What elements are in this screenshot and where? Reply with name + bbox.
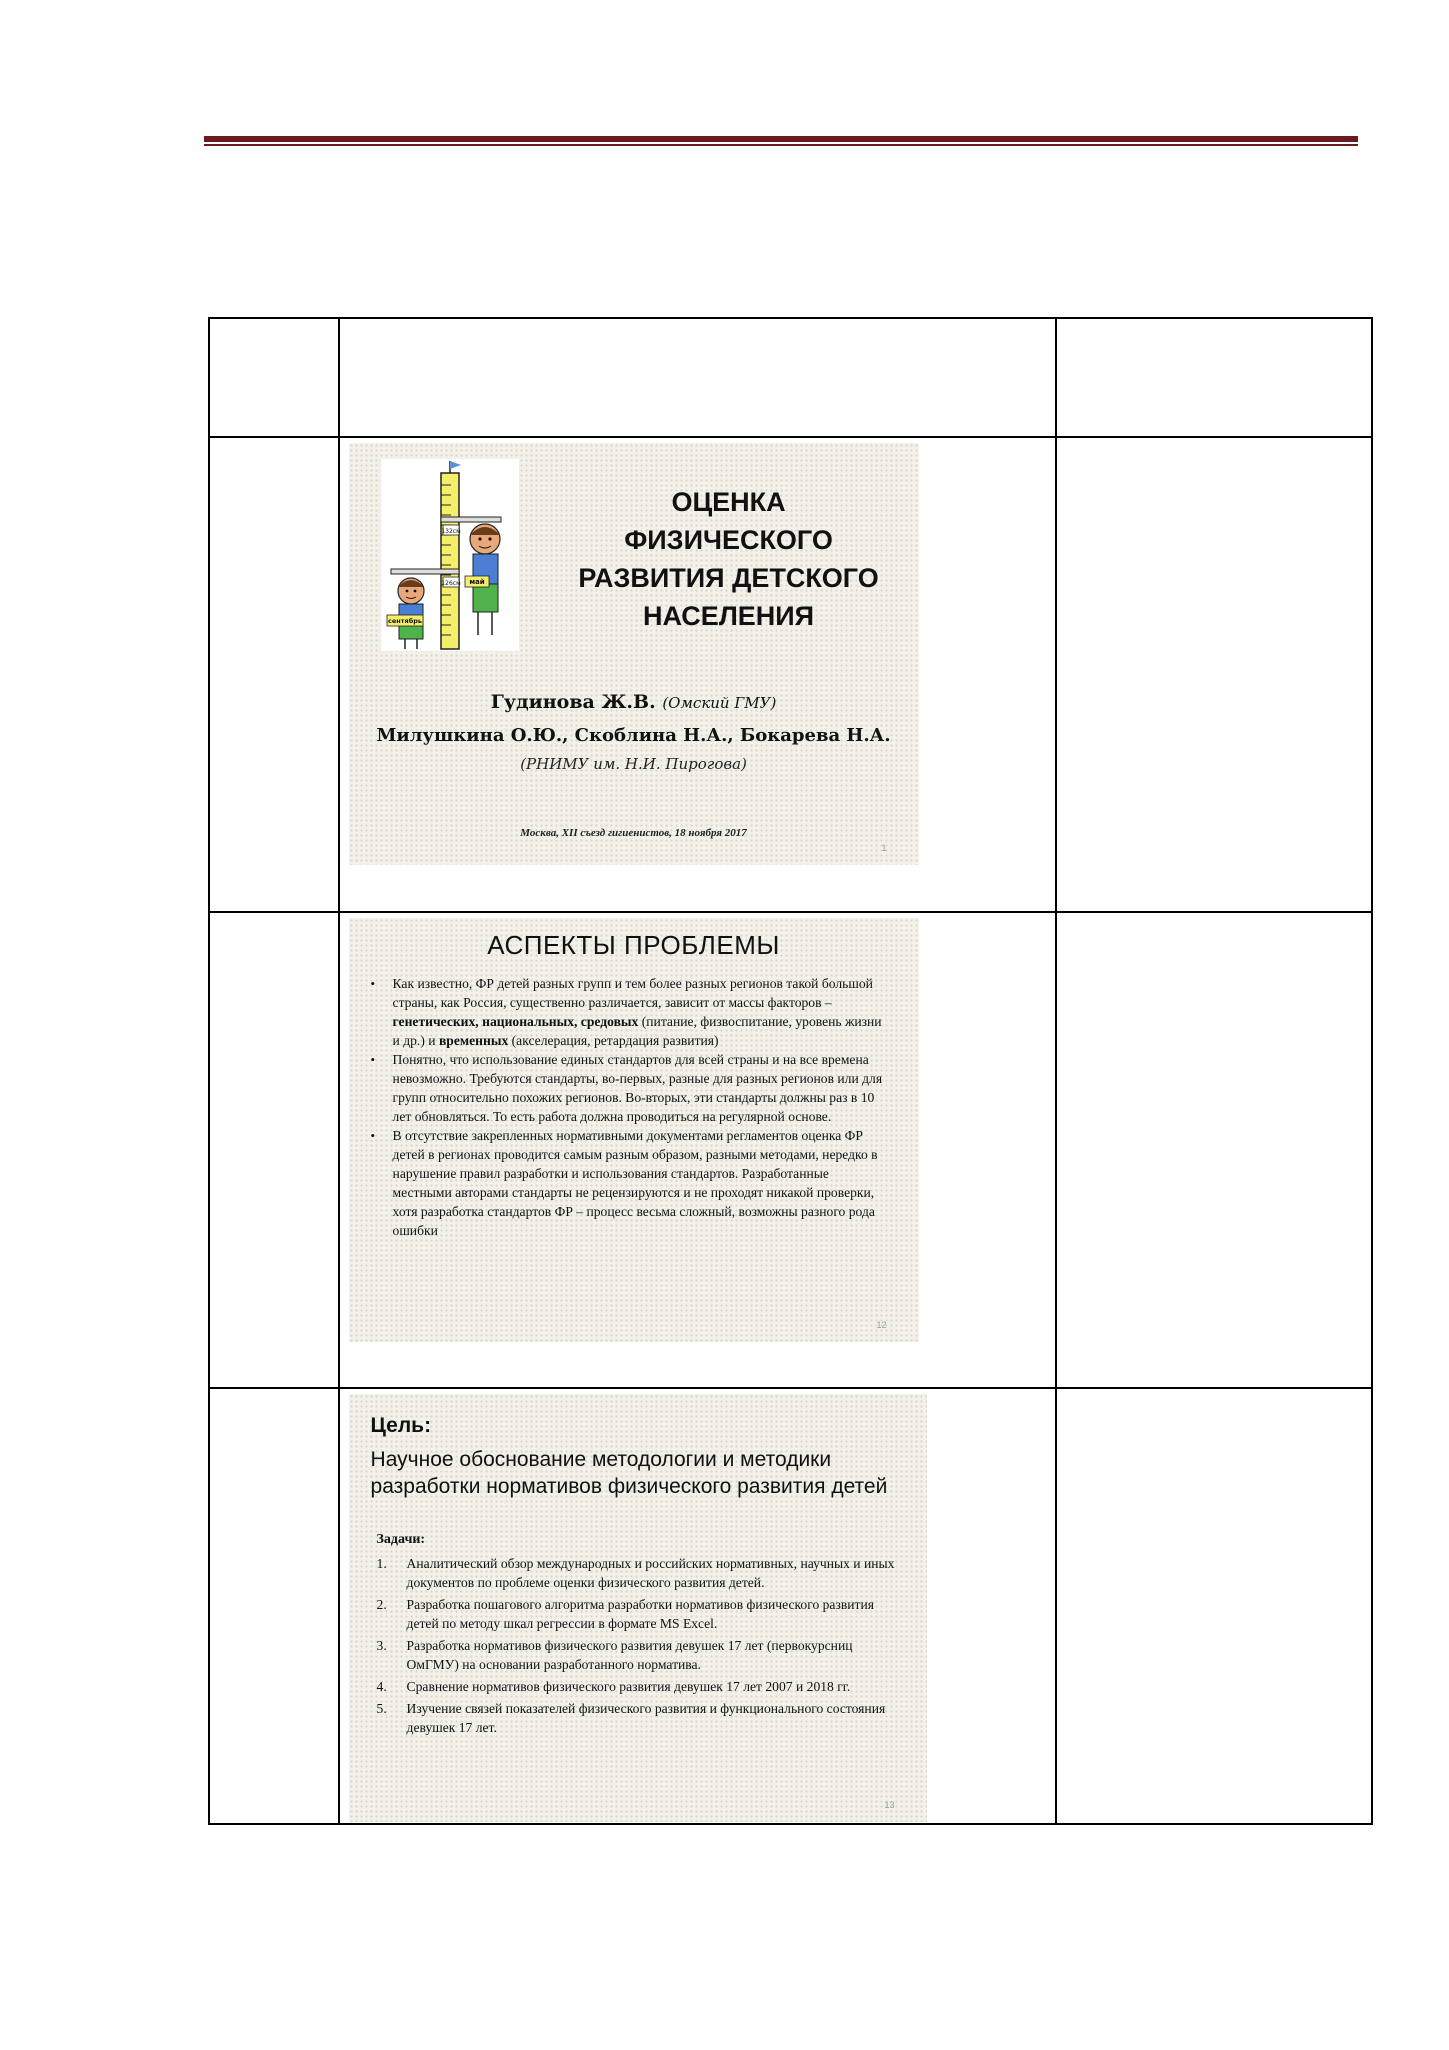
list-item: 5. Изучение связей показателей физического развития и функционального состояния девушек 17 лет. <box>376 1701 886 1735</box>
header-rule-thick <box>204 136 1358 142</box>
table-row <box>209 318 1372 437</box>
table-row <box>209 1388 1372 1824</box>
title-line: ОЦЕНКА <box>671 487 786 517</box>
slide-goal <box>349 1394 927 1822</box>
slide-number: 1 <box>881 843 887 853</box>
event-info: Москва, XII съезд гигиенистов, 18 ноября 2017 <box>520 827 747 839</box>
table-cell <box>1056 437 1372 912</box>
goal-text: Научное обоснование методологии и методики разработки нормативов физического развития детей <box>370 1448 888 1498</box>
list-item: 1. Аналитический обзор международных и российских нормативных, научных и иных документов по проблеме оценки физического развития детей. <box>376 1556 895 1590</box>
table-cell <box>209 318 339 437</box>
author-affiliation: (Омский ГМУ) <box>662 694 777 712</box>
slide-number: 12 <box>876 1320 887 1330</box>
height-mark-132: 132см <box>440 528 461 535</box>
children-height-icon <box>381 459 519 651</box>
title-line: РАЗВИТИЯ ДЕТСКОГО <box>578 563 879 593</box>
title-line: НАСЕЛЕНИЯ <box>642 601 815 631</box>
list-item: • Как известно, ФР детей разных групп и тем более разных регионов такой большой страны, как Россия, существенно различается, зависит от массы факторов – генетических, национальных, средовых (питание, физвоспитание, уровень жизни и др.) и временных (акселерация, ретардация развития) <box>369 974 889 1050</box>
slide-aspects <box>349 918 919 1342</box>
table-cell <box>339 1388 1057 1824</box>
sign-may: май <box>468 578 485 586</box>
sign-september: сентябрь <box>387 617 422 625</box>
height-measurement-illustration <box>381 459 519 651</box>
co-authors-affiliation: (РНИМУ им. Н.И. Пирогова) <box>520 755 747 773</box>
table-cell <box>339 912 1057 1388</box>
table-cell <box>1056 318 1372 437</box>
table-row <box>209 912 1372 1388</box>
slide-title <box>349 443 919 865</box>
height-mark-126: 126см <box>440 580 461 587</box>
title-line: ФИЗИЧЕСКОГО <box>624 525 833 555</box>
slide-title-text <box>549 483 909 635</box>
list-item: • Понятно, что использование единых стандартов для всей страны и на все времена невозможно. Требуются стандарты, во-первых, разные для разных регионов или для групп относительно похожих регионов. Во-вторых, эти стандарты должны раз в 10 лет обновляться. То есть работа должна проводиться на регулярной основе. <box>369 1050 889 1126</box>
table-cell <box>1056 1388 1372 1824</box>
author-primary <box>349 691 919 713</box>
author-name: Гудинова Ж.В. <box>490 691 656 713</box>
list-item: • В отсутствие закрепленных нормативными документами регламентов оценка ФР детей в регионах проводится самым разным образом, разными методами, нередко в нарушение правил разработки и использования стандартов. Разработанные местными авторами стандарты не рецензируются и не проходят никакой проверки, хотя разработка стандартов ФР – процесс весьма сложный, возможны разного рода ошибки <box>369 1126 889 1240</box>
slide-heading: АСПЕКТЫ ПРОБЛЕМЫ <box>487 930 780 960</box>
tasks-label: Задачи: <box>376 1532 426 1547</box>
table-cell <box>209 912 339 1388</box>
slide-number: 13 <box>884 1800 895 1810</box>
list-item: 3. Разработка нормативов физического развития девушек 17 лет (первокурсниц ОмГМУ) на основании разработанного норматива. <box>376 1638 853 1672</box>
co-authors: Милушкина О.Ю., Скоблина Н.А., Бокарева Н.А. <box>376 725 891 746</box>
list-item: 2. Разработка пошагового алгоритма разработки нормативов физического развития детей по методу шкал регрессии в формате MS Excel. <box>376 1597 874 1631</box>
goal-label: Цель: <box>370 1414 432 1437</box>
table-cell <box>209 437 339 912</box>
header-rule-thin <box>204 144 1358 146</box>
table-cell <box>339 318 1057 437</box>
document-table <box>208 317 1373 1825</box>
task-list <box>377 1554 897 1740</box>
header-rule <box>204 136 1358 146</box>
table-cell <box>209 1388 339 1824</box>
list-item: 4. Сравнение нормативов физического развития девушек 17 лет 2007 и 2018 гг. <box>376 1679 851 1694</box>
table-cell <box>1056 912 1372 1388</box>
bullet-list <box>369 974 889 1240</box>
table-row <box>209 437 1372 912</box>
table-cell <box>339 437 1057 912</box>
